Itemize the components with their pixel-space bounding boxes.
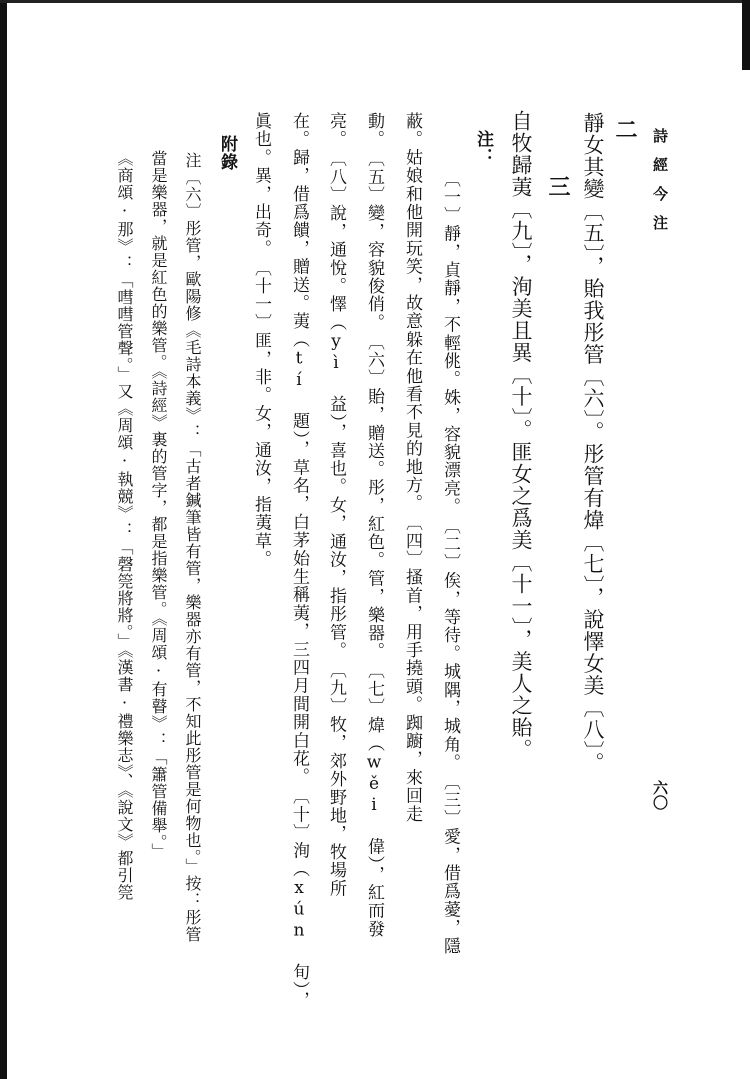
notes-line-6: 眞也。異，出奇。 〔十一〕匪，非。女，通汝，指荑草。 xyxy=(251,112,271,569)
notes-line-3: 動。 〔五〕變，容貌俊俏。 〔六〕貽，贈送。彤，紅色。管，樂器。 〔七〕煒（wěi 偉），紅而發 xyxy=(364,112,384,939)
scan-edge-left xyxy=(0,0,7,1079)
section-number-2: 二 xyxy=(612,118,638,140)
scan-edge-right xyxy=(742,0,750,70)
notes-line-4: 亮。 〔八〕說，通悅。懌（yì 益），喜也。女，通汝，指彤管。 〔九〕牧，郊外野地，牧場所 xyxy=(326,112,346,898)
notes-heading: 注： xyxy=(473,130,493,167)
appendix-line-3: 《商頌·那》：「嘒嘒管聲。」又《周頌·執競》：「磬筦將將。」《漢書·禮樂志》、《說文》都引筦 xyxy=(115,150,134,901)
appendix-line-1: 注〔六〕彤管，歐陽修《毛詩本義》：「古者鍼筆皆有管，樂器亦有管，不知此彤管是何物也。」按：彤管 xyxy=(183,152,202,943)
notes-line-1: 〔一〕靜，貞靜，不輕佻。姝，容貌漂亮。 〔二〕俟，等待。城隅，城角。 〔三〕愛，借爲薆，隱 xyxy=(440,170,460,955)
section-number-3: 三 xyxy=(545,175,571,197)
notes-line-5: 在。歸，借爲饋，贈送。荑（tí 題），草名，白茅始生稱荑，三四月間開白花。 〔十〕洵（xún 旬）， xyxy=(289,112,309,1009)
scan-edge-top xyxy=(0,0,750,3)
notes-line-2: 蔽。姑娘和他開玩笑，故意躲在他看不見的地方。 〔四〕搔首，用手撓頭。踟躕，來回走 xyxy=(402,112,422,823)
appendix-heading: 附錄 xyxy=(217,135,237,172)
page-number: 六〇 xyxy=(651,780,669,810)
running-header: 詩經今注 xyxy=(651,128,669,244)
appendix-line-2: 當是樂器，就是紅色的樂管。《詩經》裏的管字，都是指樂管。《周頌·有瞽》：「簫管備舉。」 xyxy=(149,150,168,860)
poem-line-1: 靜女其變〔五〕，貽我彤管〔六〕。彤管有煒〔七〕，說懌女美〔八〕。 xyxy=(581,112,605,774)
poem-line-2: 自牧歸荑〔九〕，洵美且異〔十〕。匪女之爲美〔十一〕，美人之貽。 xyxy=(509,110,533,761)
